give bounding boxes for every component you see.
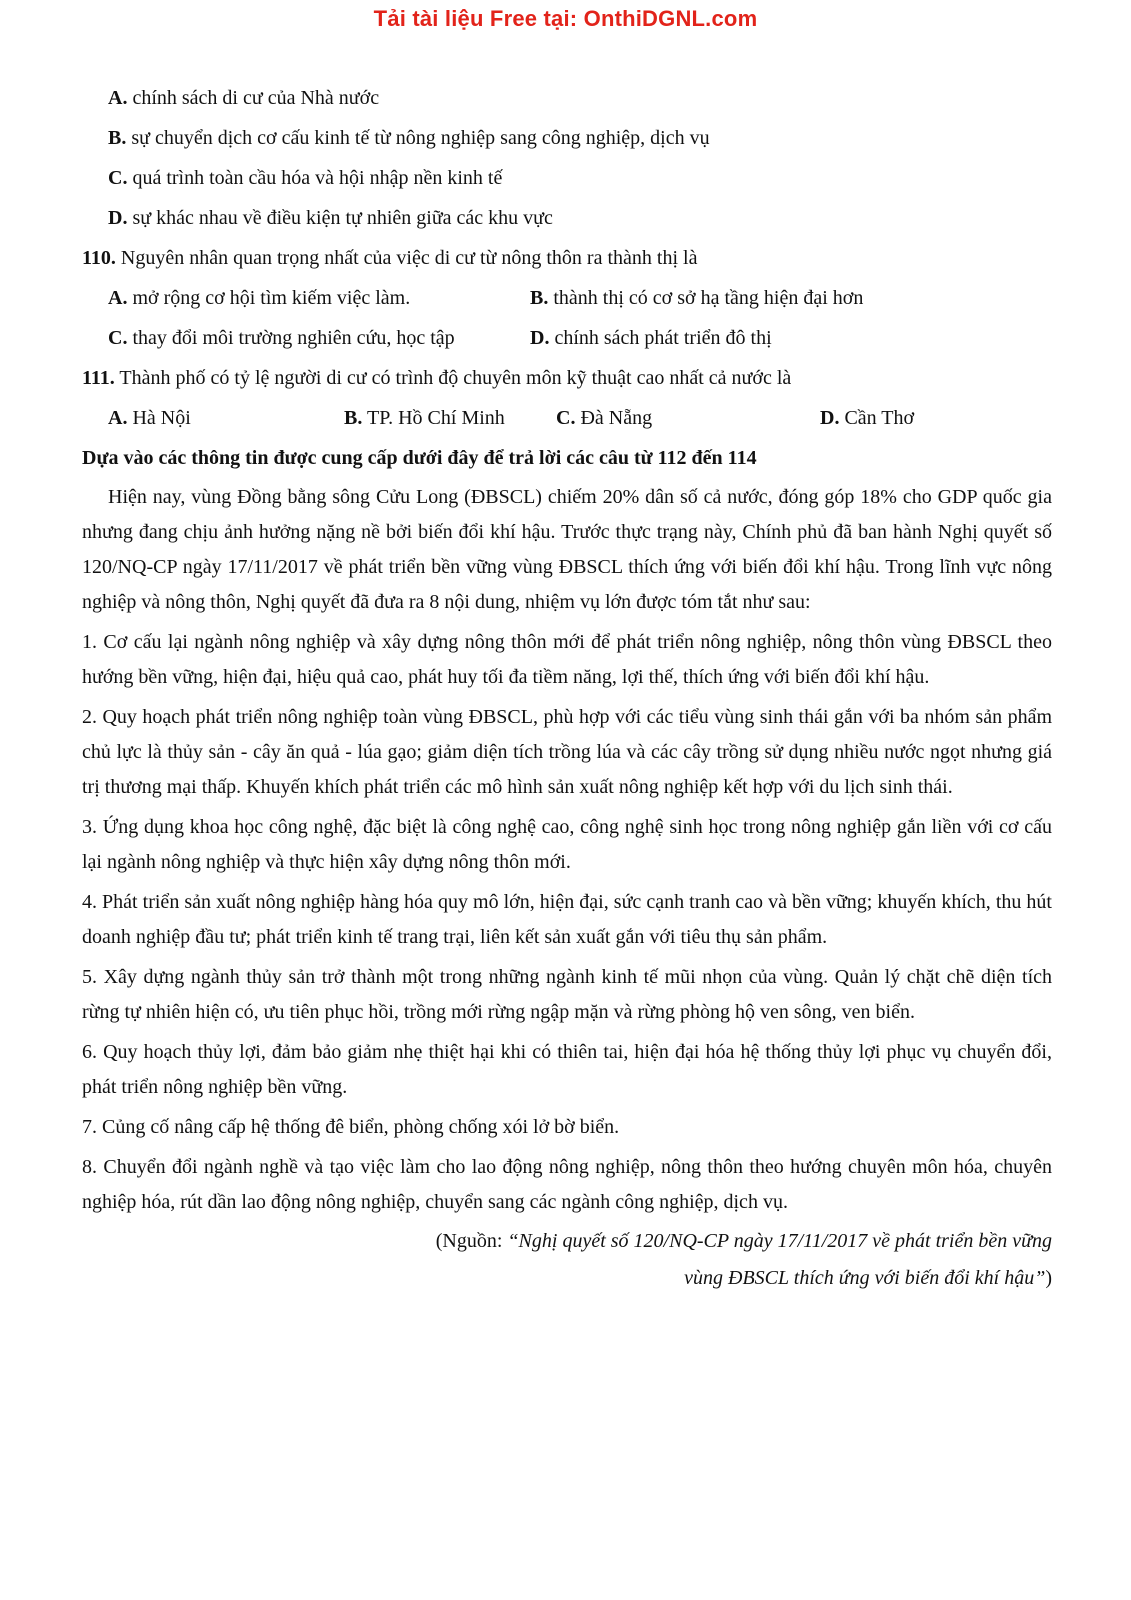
source-title-line1: “Nghị quyết số 120/NQ-CP ngày 17/11/2017 về phát triển bền vững	[507, 1230, 1052, 1252]
list-item: 7. Củng cố nâng cấp hệ thống đê biển, phòng chống xói lở bờ biển.	[82, 1116, 620, 1138]
q111-option-a: A. Hà Nội	[108, 407, 191, 429]
list-item: 5. Xây dựng ngành thủy sản trở thành một trong những ngành kinh tế mũi nhọn của vùng. Quản lý chặt chẽ diện tích rừng tự nhiên hiện có, ưu tiên phục hồi, trồng mới rừng ngập mặn và rừng phòng hộ ven sông, ven biển.	[82, 966, 1052, 1023]
q109-option-c: C. quá trình toàn cầu hóa và hội nhập nền kinh tế	[108, 167, 503, 189]
q111-option-b: B. TP. Hồ Chí Minh	[344, 407, 505, 429]
q110-options-row-2	[82, 318, 1052, 358]
q111-option-d: D. Cần Thơ	[820, 407, 915, 429]
q110-option-a: A. mở rộng cơ hội tìm kiếm việc làm.	[108, 287, 411, 309]
source-title-line2: vùng ĐBSCL thích ứng với biến đổi khí hậu”	[684, 1267, 1046, 1289]
list-item: 6. Quy hoạch thủy lợi, đảm bảo giảm nhẹ thiệt hại khi có thiên tai, hiện đại hóa hệ thống thủy lợi phục vụ chuyển đổi, phát triển nông nghiệp bền vững.	[82, 1041, 1052, 1098]
document-page	[82, 78, 1052, 1297]
section-heading: Dựa vào các thông tin được cung cấp dưới đây để trả lời các câu từ 112 đến 114	[82, 447, 757, 469]
q109-option-a: A. chính sách di cư của Nhà nước	[108, 87, 380, 109]
q110-option-b: B. thành thị có cơ sở hạ tầng hiện đại hơn	[530, 287, 864, 309]
source-label: (Nguồn:	[435, 1230, 508, 1252]
question-111: 111. Thành phố có tỷ lệ người di cư có trình độ chuyên môn kỹ thuật cao nhất cả nước là	[82, 367, 792, 389]
list-item: 2. Quy hoạch phát triển nông nghiệp toàn vùng ĐBSCL, phù hợp với các tiểu vùng sinh thái gắn với ba nhóm sản phẩm chủ lực là thủy sản - cây ăn quả - lúa gạo; giảm diện tích trồng lúa và các cây trồng sử dụng nhiều nước ngọt nhưng giá trị thương mại thấp. Khuyến khích phát triển các mô hình sản xuất nông nghiệp kết hợp với du lịch sinh thái.	[82, 706, 1052, 798]
source-citation	[82, 1223, 1052, 1297]
q110-option-d: D. chính sách phát triển đô thị	[530, 327, 772, 349]
list-item: 3. Ứng dụng khoa học công nghệ, đặc biệt là công nghệ cao, công nghệ sinh học trong nông nghiệp gắn liền với cơ cấu lại ngành nông nghiệp và thực hiện xây dựng nông thôn mới.	[82, 816, 1052, 873]
list-item: 1. Cơ cấu lại ngành nông nghiệp và xây dựng nông thôn mới để phát triển nông nghiệp, nông thôn vùng ĐBSCL theo hướng bền vững, hiện đại, hiệu quả cao, phát huy tối đa tiềm năng, lợi thế, thích ứng với biến đổi khí hậu.	[82, 631, 1052, 688]
question-110: 110. Nguyên nhân quan trọng nhất của việc di cư từ nông thôn ra thành thị là	[82, 247, 698, 269]
list-item: 4. Phát triển sản xuất nông nghiệp hàng hóa quy mô lớn, hiện đại, sức cạnh tranh cao và bền vững; khuyến khích, thu hút doanh nghiệp đầu tư; phát triển kinh tế trang trại, liên kết sản xuất gắn với tiêu thụ sản phẩm.	[82, 891, 1052, 948]
q110-option-c: C. thay đổi môi trường nghiên cứu, học tập	[108, 327, 455, 349]
q111-options-row	[82, 398, 1052, 438]
q111-option-c: C. Đà Nẵng	[556, 407, 653, 429]
q110-options-row-1	[82, 278, 1052, 318]
intro-paragraph: Hiện nay, vùng Đồng bằng sông Cửu Long (ĐBSCL) chiếm 20% dân số cả nước, đóng góp 18% cho GDP quốc gia nhưng đang chịu ảnh hưởng nặng nề bởi biến đổi khí hậu. Trước thực trạng này, Chính phủ đã ban hành Nghị quyết số 120/NQ-CP ngày 17/11/2017 về phát triển bền vững vùng ĐBSCL thích ứng với biến đổi khí hậu. Trong lĩnh vực nông nghiệp và nông thôn, Nghị quyết đã đưa ra 8 nội dung, nhiệm vụ lớn được tóm tắt như sau:	[82, 486, 1052, 613]
list-item: 8. Chuyển đổi ngành nghề và tạo việc làm cho lao động nông nghiệp, nông thôn theo hướng chuyên môn hóa, chuyên nghiệp hóa, rút dần lao động nông nghiệp, chuyển sang các ngành công nghiệp, dịch vụ.	[82, 1156, 1052, 1213]
q109-option-b: B. sự chuyển dịch cơ cấu kinh tế từ nông nghiệp sang công nghiệp, dịch vụ	[108, 127, 710, 149]
q109-option-d: D. sự khác nhau về điều kiện tự nhiên giữa các khu vực	[108, 207, 553, 229]
site-banner[interactable]: Tải tài liệu Free tại: OnthiDGNL.com	[373, 6, 758, 31]
source-close: )	[1045, 1267, 1052, 1289]
